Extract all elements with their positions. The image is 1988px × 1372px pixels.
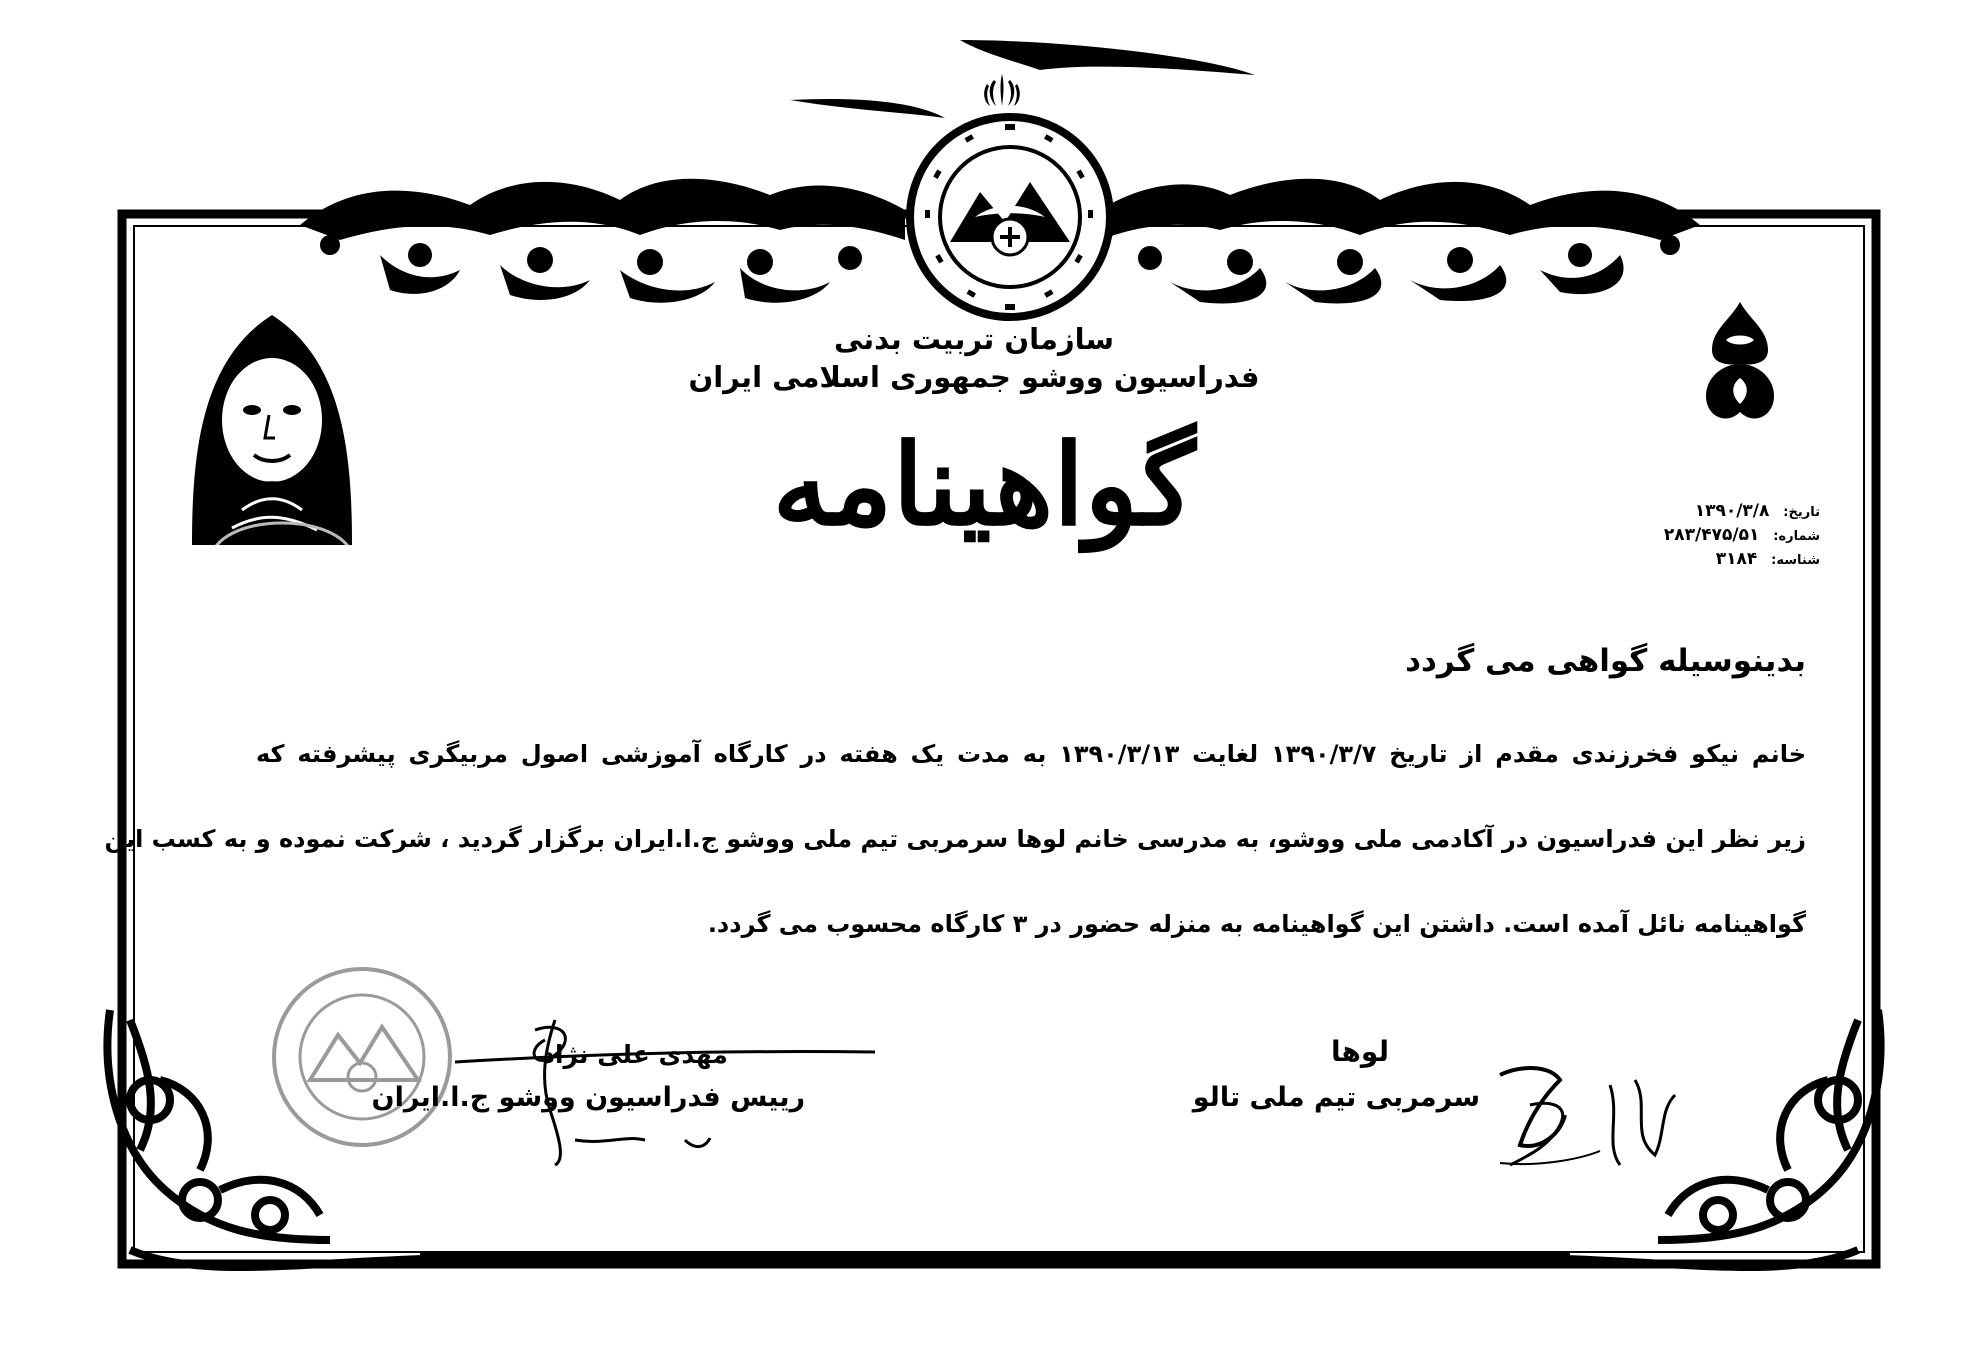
org-line-2: فدراسیون ووشو جمهوری اسلامی ایران <box>688 360 1260 394</box>
signatory-left-name: مهدی علی نژاد <box>542 1040 728 1069</box>
body-line-2: زیر نظر این فدراسیون در آکادمی ملی ووشو، به مدرسی خانم لوها سرمربی تیم ملی ووشو ج.ا.ایران برگزار گردید ، شرکت نموده و به کسب این <box>104 825 1806 853</box>
date-label: تاریخ: <box>1783 505 1820 520</box>
date-value: ۱۳۹۰/۳/۸ <box>1694 501 1770 521</box>
attestation-heading: بدینوسیله گواهی می گردد <box>1405 643 1806 679</box>
number-row <box>1600 524 1820 548</box>
body-line-3: گواهینامه نائل آمده است. داشتن این گواهینامه به منزله حضور در ۳ کارگاه محسوب می گردد. <box>707 910 1806 938</box>
number-value: ۲۸۳/۴۷۵/۵۱ <box>1663 525 1760 545</box>
signatory-right-name: لوها <box>1331 1035 1389 1068</box>
body-line-1: خانم نیکو فخرزندی مقدم از تاریخ ۱۳۹۰/۳/۷ لغایت ۱۳۹۰/۳/۱۳ به مدت یک هفته در کارگاه آموزشی اصول مربیگری پیشرفته که <box>256 740 1807 768</box>
reference-block <box>1600 500 1820 572</box>
iran-emblem-icon <box>978 72 1026 110</box>
federation-stamp <box>270 965 455 1150</box>
signatory-right-title: سرمربی تیم ملی تالو <box>1192 1082 1480 1113</box>
signature-right <box>1490 1055 1700 1175</box>
org-line-1: سازمان تربیت بدنی <box>833 322 1115 356</box>
id-value: ۳۱۸۴ <box>1715 549 1758 569</box>
number-label: شماره: <box>1773 529 1820 544</box>
date-row <box>1600 500 1820 524</box>
id-label: شناسه: <box>1771 553 1820 568</box>
federation-seal-icon <box>905 112 1115 322</box>
certificate-title: گواهینامه <box>772 420 1196 551</box>
signatory-left-title: رییس فدراسیون ووشو ج.ا.ایران <box>371 1082 805 1113</box>
id-row <box>1600 548 1820 572</box>
